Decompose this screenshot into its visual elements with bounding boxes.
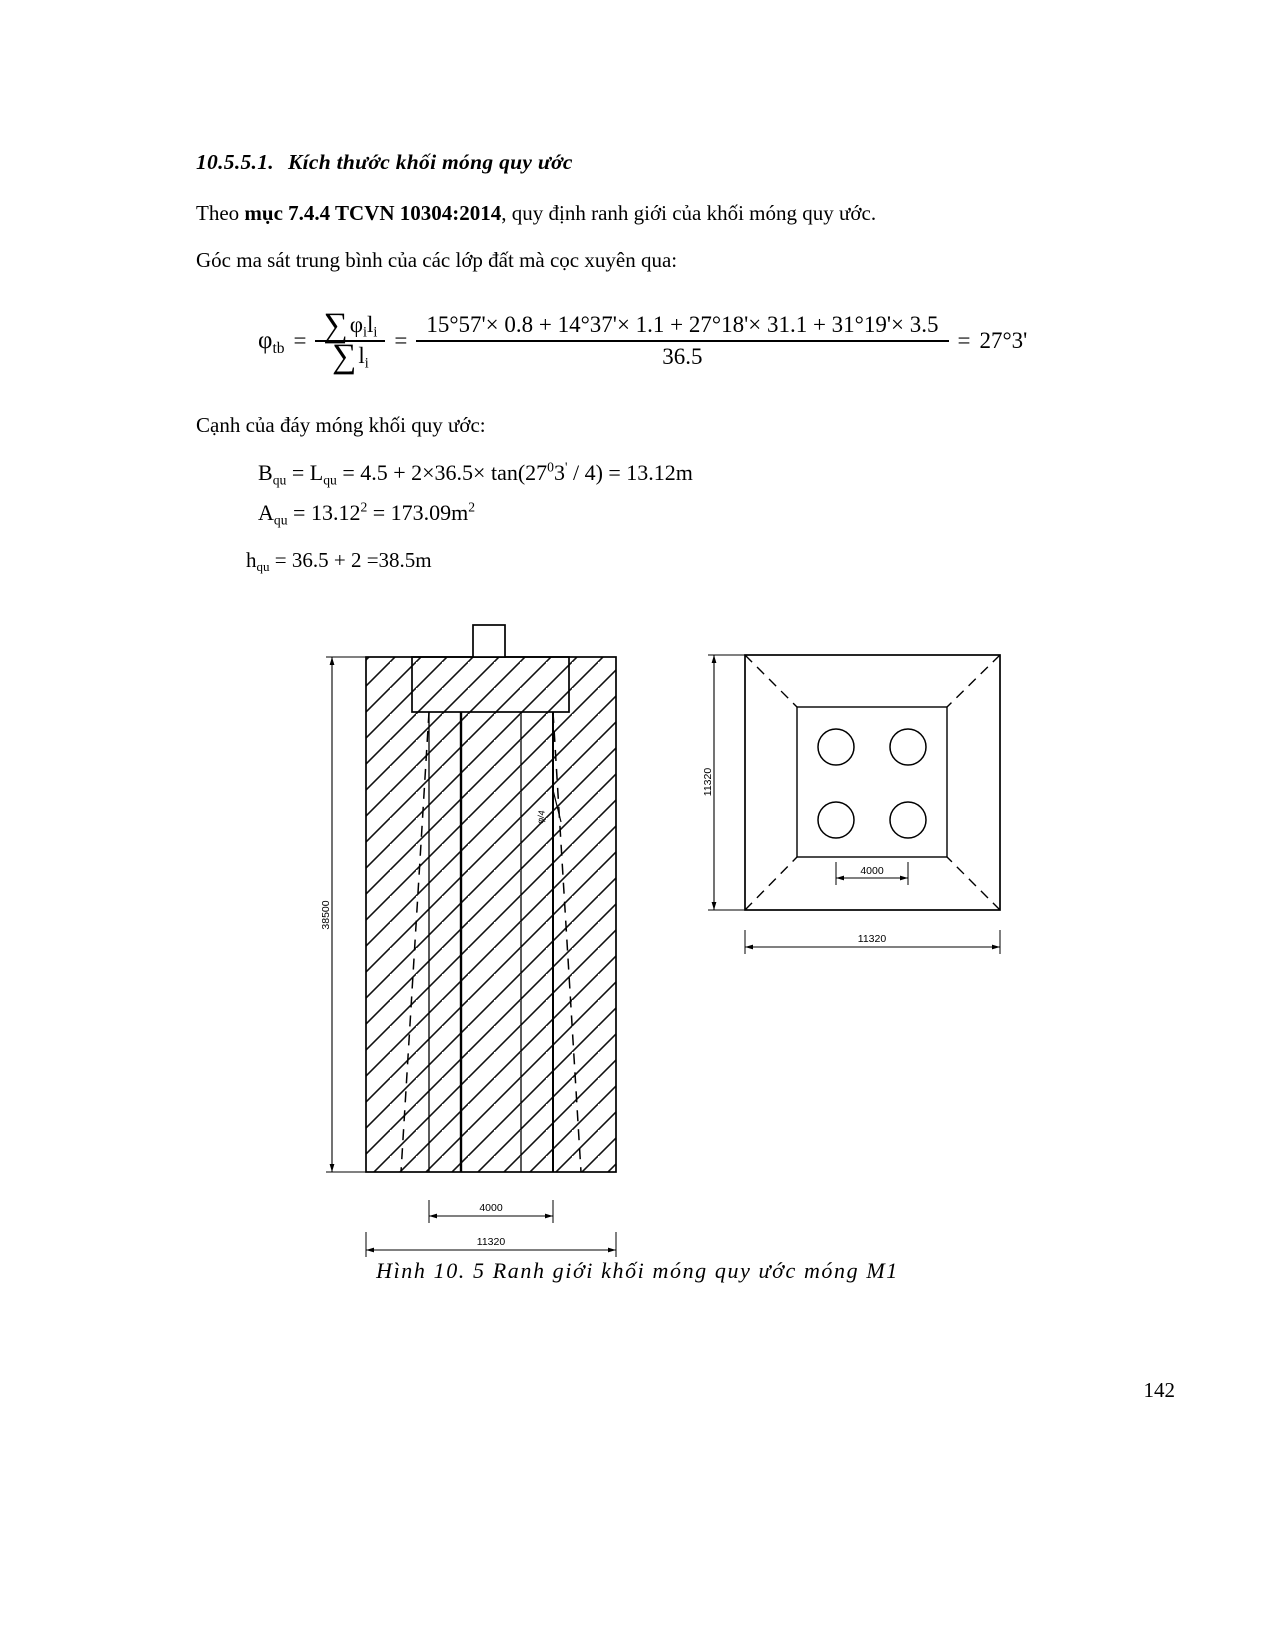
fraction-weighted-average: [416, 310, 948, 372]
angle-label: φ/4: [535, 809, 547, 825]
fraction-sum-ratio: [315, 306, 385, 376]
page-number: 142: [1143, 1378, 1175, 1402]
equals-1: =: [293, 328, 307, 353]
elevation-width-dim-text: 11320: [476, 1236, 506, 1248]
elevation-height-dim-text: 38500: [320, 900, 332, 930]
plan-pile-bottom-left: [818, 802, 854, 838]
paragraph-suffix: , quy định ranh giới của khối móng quy ước.: [501, 201, 877, 225]
fraction-numerator-sum: $\sum\varphi_il_i$: [323, 306, 378, 344]
plan-diagonal-top-left: [745, 655, 797, 707]
paragraph-reference: [196, 201, 1096, 226]
fraction-numerator-terms: 15°57'× 0.8 + 14°37'× 1.1 + 27°18'× 31.1 + 31°19'× 3.5: [426, 312, 939, 337]
fraction-denominator-sum: $\sum l_i$: [332, 338, 369, 376]
foundation-drawing-svg: [0, 610, 1275, 1310]
phi-tb-symbol: $\varphi_{tb}$: [258, 327, 285, 357]
section-title: Kích thước khối móng quy ước: [287, 150, 573, 174]
plan-pile-spacing-dim-text: 4000: [860, 865, 884, 877]
plan-height-dim-text: 11320: [702, 767, 714, 797]
elevation-view: [320, 625, 616, 1257]
plan-pile-bottom-right: [890, 802, 926, 838]
equals-3: =: [957, 328, 971, 353]
equation-a-qu: $A_{qu} = 13.12^2 = 173.09m^2$: [258, 499, 476, 528]
equation-phi-tb: [258, 295, 1158, 387]
elevation-pile-spacing-dim-text: 4000: [479, 1202, 503, 1214]
standard-reference: mục 7.4.4 TCVN 10304:2014: [244, 201, 502, 225]
figure-caption: Hình 10. 5 Ranh giới khối móng quy ước móng M1: [376, 1258, 899, 1283]
section-heading: [196, 150, 1096, 175]
paragraph-friction-angle: Góc ma sát trung bình của các lớp đất mà cọc xuyên qua:: [196, 248, 678, 272]
plan-inner-square: [797, 707, 947, 857]
phi-tb-result: 27°3': [979, 328, 1028, 353]
equation-h-qu: $h_{qu} = 36.5 + 2 =38.5m$: [246, 548, 432, 575]
equation-b-qu: $B_{qu} = L_{qu} = 4.5 + 2\times 36.5\times \tan(27^03' / 4) = 13.12m$: [258, 459, 693, 488]
paragraph-base-side: Cạnh của đáy móng khối quy ước:: [196, 413, 486, 437]
plan-diagonal-bottom-right: [947, 857, 1000, 910]
plan-pile-top-right: [890, 729, 926, 765]
plan-diagonal-top-right: [947, 655, 1000, 707]
plan-width-dim-text: 11320: [857, 933, 887, 945]
plan-pile-top-left: [818, 729, 854, 765]
paragraph-prefix: Theo: [196, 201, 245, 225]
page-content: [196, 150, 1096, 573]
fraction-denominator-total-length: 36.5: [662, 344, 703, 369]
section-number: 10.5.5.1.: [196, 150, 274, 174]
equals-2: =: [394, 328, 408, 353]
elevation-hatch-fill: [366, 657, 616, 1172]
column-stub: [473, 625, 505, 657]
plan-diagonal-bottom-left: [745, 857, 797, 910]
figure-foundation-drawing: [0, 610, 1275, 1310]
plan-view: [702, 655, 1000, 954]
